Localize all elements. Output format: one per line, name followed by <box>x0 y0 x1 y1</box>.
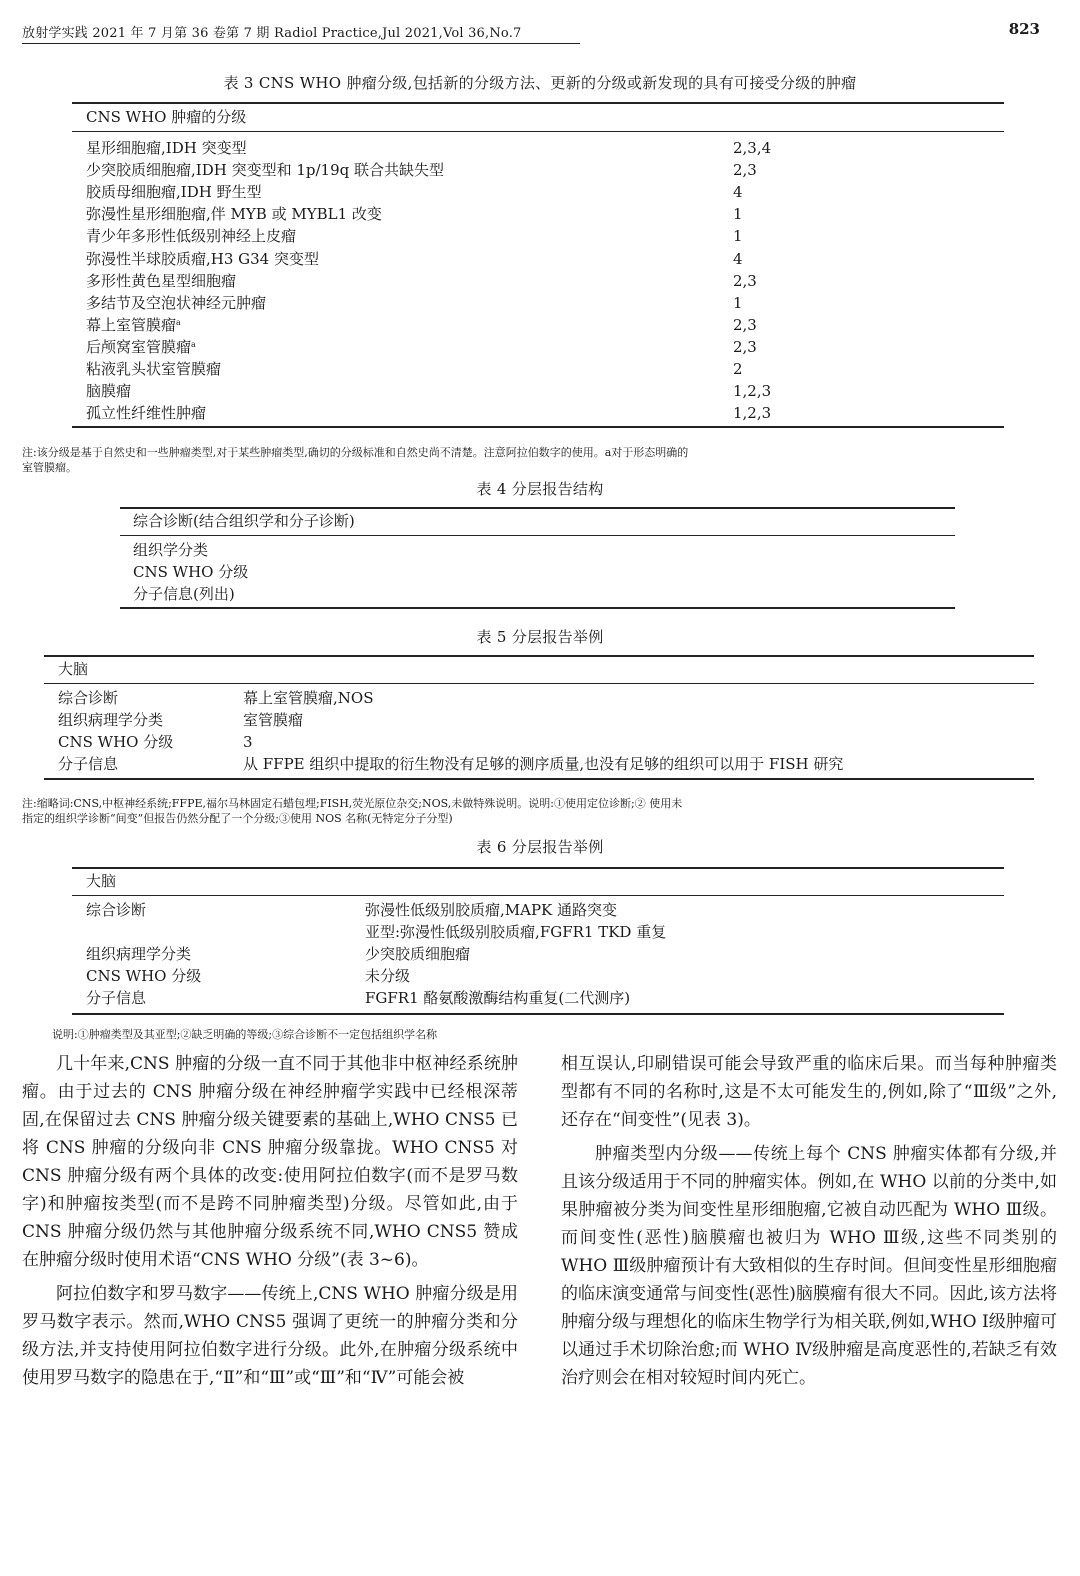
table3-tumor-name: 青少年多形性低级别神经上皮瘤 <box>86 227 297 246</box>
table3-top-rule <box>72 102 1004 104</box>
footnote-marker: a <box>191 339 196 349</box>
table3-grade: 2 <box>733 360 743 378</box>
table3-note-line1: 注:该分级是基于自然史和一些肿瘤类型,对于某些肿瘤类型,确切的分级标准和自然史尚不清楚。注意阿拉伯数字的使用。a对于形态明确的 <box>22 446 689 459</box>
table6-header-rule <box>72 895 1004 896</box>
table4-row: 分子信息(列出) <box>133 585 235 603</box>
table5-label: 分子信息 <box>58 755 119 773</box>
journal-header: 放射学实践 2021 年 7 月第 36 卷第 7 期 Radiol Practice,Jul 2021,Vol 36,No.7 <box>22 26 522 41</box>
table4-top-rule <box>120 507 955 509</box>
table3-grade: 1 <box>733 205 743 224</box>
table5-header: 大脑 <box>58 660 89 678</box>
table3-tumor-name: 多形性黄色星型细胞瘤 <box>86 271 237 290</box>
table3-grade: 2,3 <box>733 337 757 356</box>
table6-label: 分子信息 <box>86 989 147 1007</box>
table3-header-rule <box>72 131 1004 132</box>
table3-grade: 1 <box>733 293 743 312</box>
table3-tumor-name: 星形细胞瘤,IDH 突变型 <box>86 139 247 157</box>
table3-tumor-name: 胶质母细胞瘤,IDH 野生型 <box>86 183 262 202</box>
table3-tumor-name: 脑膜瘤 <box>86 382 132 401</box>
table6-top-rule <box>72 867 1004 869</box>
table5-note-line2: 指定的组织学诊断“间变”但报告仍然分配了一个分级;③使用 NOS 名称(无特定分子分型) <box>22 812 453 825</box>
table3-tumor-name: 少突胶质细胞瘤,IDH 突变型和 1p/19q 联合共缺失型 <box>86 161 444 180</box>
table3-grade: 2,3 <box>733 315 757 334</box>
table3-tumor-name: 后颅窝室管膜瘤$^a$ <box>86 337 196 356</box>
table6-value: 未分级 <box>365 967 411 985</box>
body-paragraph: 阿拉伯数字和罗马数字——传统上,CNS WHO 肿瘤分级是用罗马数字表示。然而,WHO CNS5 强调了更统一的肿瘤分类和分级方法,并支持使用阿拉伯数字进行分级。此外,在肿瘤分级系统中使用罗马数字的隐患在于,“Ⅱ”和“Ⅲ”或“Ⅲ”和“Ⅳ”可能会被 <box>22 1284 518 1388</box>
table3-grade: 1 <box>733 227 743 246</box>
table3-tumor-name: 粘液乳头状室管膜瘤 <box>86 360 222 378</box>
table3-grade: 1,2,3 <box>733 382 772 401</box>
table3-grade: 4 <box>733 183 743 202</box>
table3-grade: 2,3,4 <box>733 139 772 157</box>
table3-grade: 1,2,3 <box>733 404 772 423</box>
table3-tumor-name: 弥漫性星形细胞瘤,伴 MYB 或 MYBL1 改变 <box>86 205 382 224</box>
footnote-marker: a <box>176 317 181 327</box>
table5-note-line1: 注:缩略词:CNS,中枢神经系统;FFPE,福尔马林固定石蜡包埋;FISH,荧光原位杂交;NOS,未做特殊说明。说明:①使用定位诊断;② 使用未 <box>22 797 683 810</box>
body-paragraph: 相互误认,印刷错误可能会导致严重的临床后果。而当每种肿瘤类型都有不同的名称时,这是不太可能发生的,例如,除了“Ⅲ级”之外,还存在“间变性”(见表 3)。 <box>561 1054 1057 1130</box>
table6-value: FGFR1 酪氨酸激酶结构重复(二代测序) <box>365 989 631 1007</box>
table3-grade: 2,3 <box>733 161 757 180</box>
table6-label: 组织病理学分类 <box>86 945 192 963</box>
table6-label: 综合诊断 <box>86 901 147 919</box>
table6-value: 弥漫性低级别胶质瘤,MAPK 通路突变 <box>365 901 618 919</box>
table6-label: CNS WHO 分级 <box>86 967 202 985</box>
table3-tumor-name: 弥漫性半球胶质瘤,H3 G34 突变型 <box>86 249 319 268</box>
table6-note: 说明:①肿瘤类型及其亚型;②缺乏明确的等级;③综合诊断不一定包括组织学名称 <box>52 1028 438 1041</box>
table5-bottom-rule <box>44 778 1034 780</box>
table3-header: CNS WHO 肿瘤的分级 <box>86 108 247 126</box>
table4-caption: 表 4 分层报告结构 <box>476 480 604 498</box>
table3-tumor-name: 幕上室管膜瘤$^a$ <box>86 315 181 334</box>
page-number: 823 <box>1008 20 1040 38</box>
table3-bottom-rule <box>72 426 1004 428</box>
table5-value: 从 FFPE 组织中提取的衍生物没有足够的测序质量,也没有足够的组织可以用于 FISH 研究 <box>243 755 844 773</box>
table5-caption: 表 5 分层报告举例 <box>476 628 604 646</box>
table4-row: CNS WHO 分级 <box>133 563 249 581</box>
table3-note-line2: 室管膜瘤。 <box>22 461 77 474</box>
table5-label: 综合诊断 <box>58 689 119 707</box>
table4-bottom-rule <box>120 607 955 609</box>
table3-grade: 2,3 <box>733 271 757 290</box>
table4-header: 综合诊断(结合组织学和分子诊断) <box>133 512 355 530</box>
table3-tumor-name: 孤立性纤维性肿瘤 <box>86 404 207 423</box>
body-paragraph: 肿瘤类型内分级——传统上每个 CNS 肿瘤实体都有分级,并且该分级适用于不同的肿瘤实体。例如,在 WHO 以前的分类中,如果肿瘤被分类为间变性星形细胞瘤,它被自动匹配为 WHO Ⅲ级。而间变性(恶性)脑膜瘤也被归为 WHO Ⅲ级,这些不同类别的 WHO Ⅲ级肿瘤预计有大致相似的生存时间。但间变性星形细胞瘤的临床演变通常与间变性(恶性)脑膜瘤有很大不同。因此,该方法将肿瘤分级与理想化的临床生物学行为相关联,例如,WHO Ⅰ级肿瘤可以通过手术切除治愈;而 WHO Ⅳ级肿瘤是高度恶性的,若缺乏有效治疗则会在相对较短时间内死亡。 <box>561 1144 1057 1388</box>
table6-header: 大脑 <box>86 872 117 890</box>
table5-top-rule <box>44 655 1034 657</box>
table5-header-rule <box>44 683 1034 684</box>
body-left-column <box>22 1050 518 1392</box>
table5-label: CNS WHO 分级 <box>58 733 174 751</box>
body-paragraph: 几十年来,CNS 肿瘤的分级一直不同于其他非中枢神经系统肿瘤。由于过去的 CNS 肿瘤分级在神经肿瘤学实践中已经根深蒂固,在保留过去 CNS 肿瘤分级关键要素的基础上,WHO CNS5 已将 CNS 肿瘤的分级向非 CNS 肿瘤分级靠拢。WHO CNS5 对 CNS 肿瘤分级有两个具体的改变:使用阿拉伯数字(而不是罗马数字)和肿瘤按类型(而不是跨不同肿瘤类型)分级。尽管如此,由于 CNS 肿瘤分级仍然与其他肿瘤分级系统不同,WHO CNS5 赞成在肿瘤分级时使用术语“CNS WHO 分级”(表 3~6)。 <box>22 1054 518 1270</box>
table3-caption: 表 3 CNS WHO 肿瘤分级,包括新的分级方法、更新的分级或新发现的具有可接受分级的肿瘤 <box>223 74 857 92</box>
table5-value: 幕上室管膜瘤,NOS <box>243 689 374 707</box>
table6-bottom-rule <box>72 1013 1004 1015</box>
table4-row: 组织学分类 <box>133 541 209 559</box>
table6-value: 少突胶质细胞瘤 <box>365 945 471 963</box>
table3-grade: 4 <box>733 249 743 268</box>
body-right-column <box>561 1050 1057 1392</box>
table3-tumor-name: 多结节及空泡状神经元肿瘤 <box>86 293 267 312</box>
table5-value: 3 <box>243 733 253 751</box>
header-rule <box>22 43 580 44</box>
table4-header-rule <box>120 535 955 536</box>
table5-value: 室管膜瘤 <box>243 711 304 729</box>
table6-caption: 表 6 分层报告举例 <box>476 838 604 856</box>
table6-value: 亚型:弥漫性低级别胶质瘤,FGFR1 TKD 重复 <box>365 923 667 941</box>
table5-label: 组织病理学分类 <box>58 711 164 729</box>
